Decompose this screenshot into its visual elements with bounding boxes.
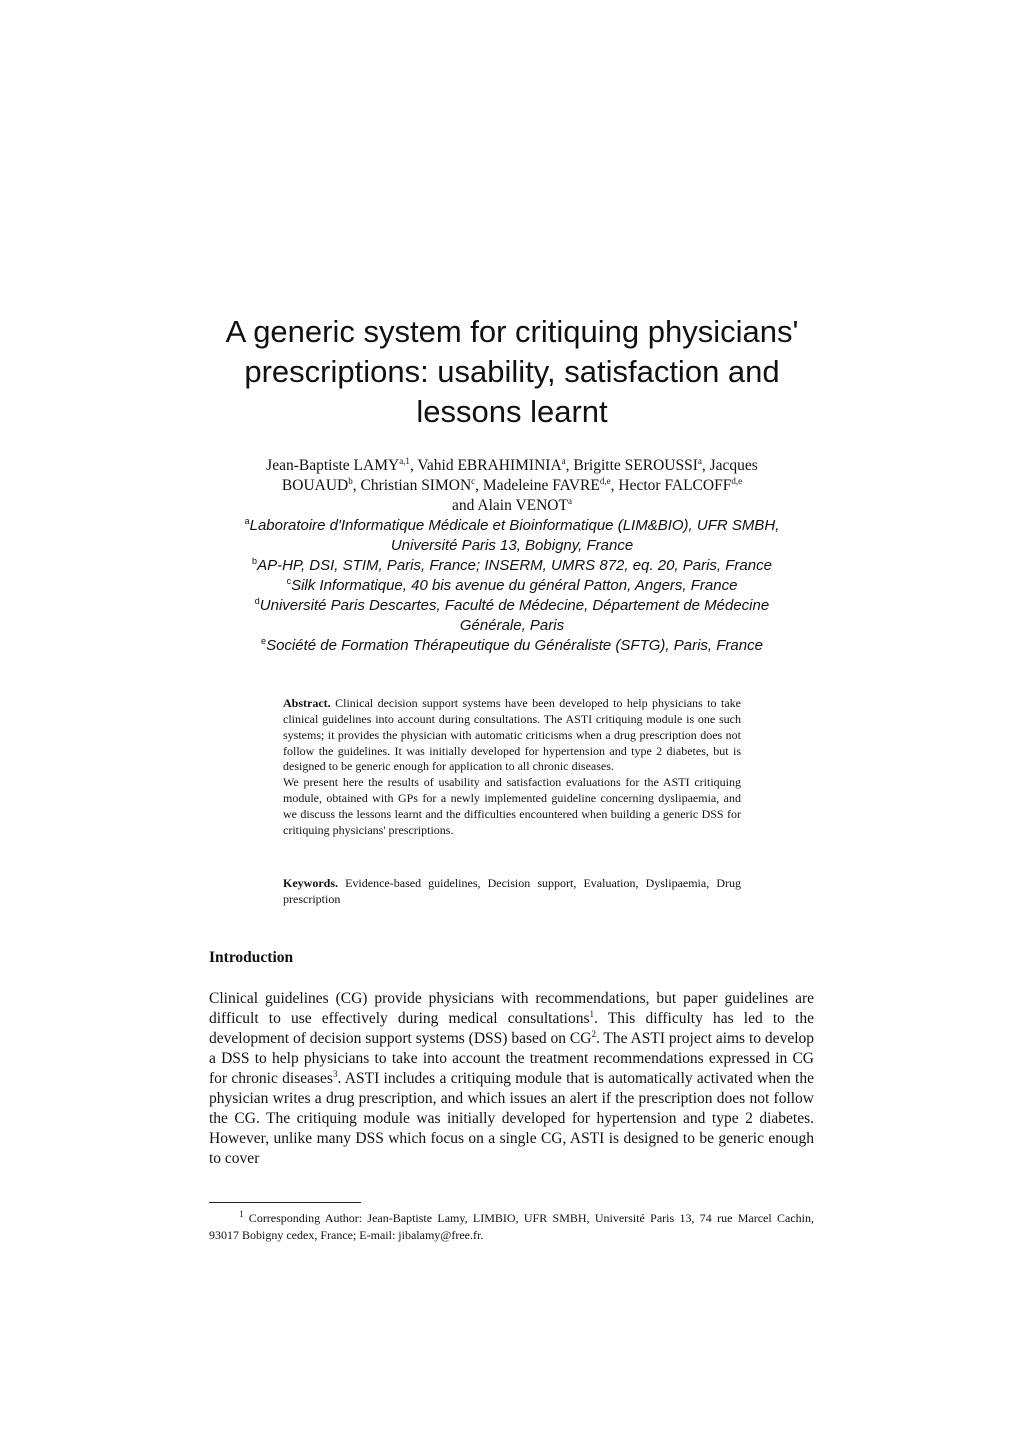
author-separator: ,	[701, 457, 710, 474]
paper-title	[190, 312, 834, 432]
title-line: lessons learnt	[416, 394, 608, 429]
author-name: Vahid EBRAHIMINIA	[417, 457, 562, 474]
affiliation-b	[180, 556, 844, 576]
author-separator: ,	[610, 477, 619, 494]
author-name: Brigitte SEROUSSI	[573, 457, 698, 474]
affil-mark: b	[252, 556, 258, 566]
affil-text: Laboratoire d'Informatique Médicale et Bioinformatique (LIM&BIO), UFR SMBH,	[249, 517, 780, 534]
author-separator: ,	[352, 477, 361, 494]
author-line	[190, 456, 834, 476]
affiliation-d	[180, 596, 844, 616]
author-name: Alain VENOT	[477, 497, 568, 514]
citation-ref[interactable]: 3	[332, 1069, 338, 1079]
author-name: Jacques	[709, 457, 758, 474]
abstract-label: Abstract.	[283, 696, 331, 710]
affiliation-c	[180, 576, 844, 596]
affiliation-d-cont: Générale, Paris	[459, 617, 565, 634]
intro-text: Clinical guidelines (CG) provide physicians with recommendations, but paper guidelines are difficult to use effectively during medical consultations	[209, 990, 814, 1027]
affiliation-a-cont: Université Paris 13, Bobigny, France	[390, 537, 634, 554]
author-name: Jean-Baptiste LAMY	[266, 457, 400, 474]
introduction-paragraph	[209, 989, 814, 1169]
author-affil-mark: a	[567, 496, 572, 506]
affil-mark: a	[244, 516, 250, 526]
abstract	[283, 696, 741, 839]
footnote-text: Corresponding Author: Jean-Baptiste Lamy, LIMBIO, UFR SMBH, Université Paris 13, 74 rue Marcel Cachin, 93017 Bobigny cedex, France; E-mail: jibalamy@free.fr.	[209, 1211, 814, 1242]
affiliation-a	[180, 516, 844, 536]
author-line	[190, 496, 834, 516]
affil-mark: e	[261, 636, 267, 646]
author-separator: ,	[475, 477, 483, 494]
author-affil-mark: d,e	[599, 476, 611, 486]
author-affil-mark: c	[471, 476, 476, 486]
affil-text: Silk Informatique, 40 bis avenue du général Patton, Angers, France	[291, 577, 738, 594]
intro-text: . ASTI includes a critiquing module that is automatically activated when the physician writes a drug prescription, and which issues an alert if the prescription does not follow the CG. The critiquing module was initially developed for hypertension and type 2 diabetes. However, unlike many DSS which focus on a single CG, ASTI is designed to be generic enough to cover	[209, 1070, 814, 1167]
author-name: Madeleine FAVRE	[482, 477, 600, 494]
title-line: A generic system for critiquing physicians'	[225, 314, 799, 349]
affil-text: Société de Formation Thérapeutique du Généraliste (SFTG), Paris, France	[266, 637, 763, 654]
author-and: and	[452, 497, 478, 514]
abstract-text: Clinical decision support systems have been developed to help physicians to take clinical guidelines into account during consultations. The ASTI critiquing module is one such systems; it provides the physician with automatic criticisms when a drug prescription does not follow the guidelines. It was initially developed for hypertension and type 2 diabetes, but is designed to be generic enough for application to all chronic diseases.	[283, 696, 741, 774]
author-name: Hector FALCOFF	[618, 477, 732, 494]
intro-text: . The ASTI project aims to develop a DSS to help physicians to take into account the treatment recommendations expressed in CG for chronic diseases	[209, 1030, 814, 1087]
author-separator: ,	[565, 457, 574, 474]
affil-mark: c	[286, 576, 292, 586]
affil-text: Université Paris Descartes, Faculté de Médecine, Département de Médecine	[259, 597, 770, 614]
citation-ref[interactable]: 2	[591, 1029, 596, 1039]
author-affil-mark: a	[697, 456, 702, 466]
keywords	[283, 876, 741, 908]
author-affil-mark: b	[348, 476, 353, 486]
author-affil-mark: d,e	[731, 476, 743, 486]
abstract-paragraph: We present here the results of usability and satisfaction evaluations for the ASTI critiquing module, obtained with GPs for a newly implemented guideline concerning dyslipaemia, and we discuss the lessons learnt and the difficulties encountered when building a generic DSS for critiquing physicians' prescriptions.	[283, 775, 741, 837]
affiliation-list	[180, 516, 844, 656]
keywords-text: Evidence-based guidelines, Decision support, Evaluation, Dyslipaemia, Drug prescription	[283, 876, 741, 906]
author-affil-mark: a,1	[399, 456, 410, 466]
author-name: Christian SIMON	[360, 477, 472, 494]
footnote-divider	[209, 1202, 361, 1203]
keywords-label: Keywords.	[283, 876, 338, 890]
footnote-mark: 1	[239, 1209, 244, 1219]
author-affil-mark: a	[561, 456, 566, 466]
author-separator: ,	[409, 457, 418, 474]
citation-ref[interactable]: 1	[589, 1009, 595, 1019]
intro-text: . This difficulty has led to the development of decision support systems (DSS) based on CG	[209, 1010, 814, 1047]
author-line	[190, 476, 834, 496]
title-line: prescriptions: usability, satisfaction and	[244, 354, 780, 389]
section-heading-introduction: Introduction	[209, 949, 294, 966]
abstract-paragraph	[283, 696, 741, 775]
affil-mark: d	[254, 596, 260, 606]
affiliation-e	[180, 636, 844, 656]
author-name: BOUAUD	[281, 477, 349, 494]
footnote	[209, 1210, 814, 1244]
author-list	[190, 456, 834, 516]
affil-text: AP-HP, DSI, STIM, Paris, France; INSERM, UMRS 872, eq. 20, Paris, France	[257, 557, 772, 574]
